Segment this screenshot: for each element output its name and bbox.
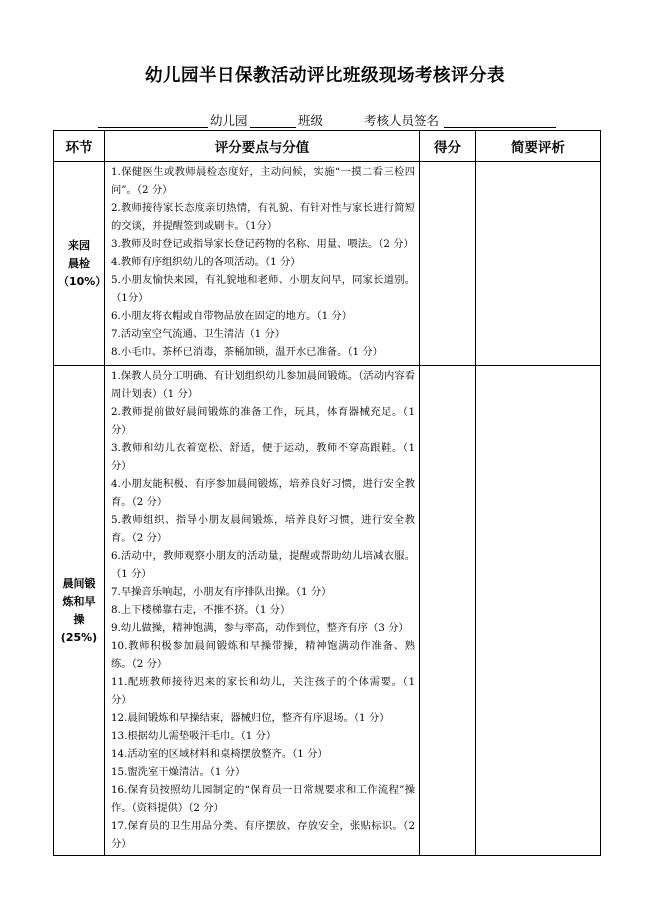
criteria-item: 8.小毛巾、茶杯已消毒，茶桶加锁，温开水已准备。（1 分） xyxy=(111,346,383,358)
score-cell-arrival[interactable] xyxy=(420,162,476,366)
criteria-item: 11.配班教师接待迟来的家长和幼儿，关注孩子的个体需要。（1 分） xyxy=(111,676,415,706)
class-blank[interactable] xyxy=(250,127,296,128)
criteria-item: 3.教师及时登记或指导家长登记药物的名称、用量、喂法。（2 分） xyxy=(111,238,414,250)
criteria-item: 1.保健医生或教师晨检态度好，主动问候，实施“一摸二看三检四问”。（2 分） xyxy=(111,166,415,196)
criteria-item: 2.教师接待家长态度亲切热情，有礼貌、有针对性与家长进行简短的交谈，并提醒签到或刷卡。（1分） xyxy=(111,202,415,232)
criteria-item: 4.小朋友能积极、有序参加晨间锻炼，培养良好习惯，进行安全教育。（2 分） xyxy=(111,478,415,508)
examiner-signature-blank[interactable] xyxy=(444,127,556,128)
comment-cell-arrival[interactable] xyxy=(476,162,601,366)
section-items-arrival xyxy=(105,162,420,366)
comment-cell-morning-exercise[interactable] xyxy=(476,366,601,856)
section-name-line: 晨检 xyxy=(68,256,90,270)
criteria-item: 7.活动室空气流通、卫生清洁（1 分） xyxy=(111,328,286,340)
page-title: 幼儿园半日保教活动评比班级现场考核评分表 xyxy=(145,66,505,86)
criteria-item: 6.小朋友将衣帽或自带物品放在固定的地方。（1 分） xyxy=(111,310,353,322)
criteria-item: 15.盥洗室干燥清洁。（1 分） xyxy=(111,766,246,778)
section-items-morning-exercise xyxy=(105,366,420,856)
section-name-line: 晨间锻 xyxy=(62,576,96,590)
criteria-item: 2.教师提前做好晨间锻炼的准备工作，玩具，体育器械充足。（1 分） xyxy=(111,406,415,436)
criteria-item: 14.活动室的区域材料和桌椅摆放整齐。（1 分） xyxy=(111,748,328,760)
section-name-line: 炼和早 xyxy=(62,594,96,608)
criteria-item: 17.保育员的卫生用品分类、有序摆放、存放安全，张贴标识。（2 分） xyxy=(111,820,415,850)
section-row-morning-exercise xyxy=(54,366,601,856)
signature-line xyxy=(98,111,558,129)
header-comment: 简要评析 xyxy=(476,131,601,162)
section-name-line: 来园 xyxy=(68,238,90,252)
section-name-arrival xyxy=(54,162,105,366)
criteria-item: 8.上下楼梯靠右走，不推不挤。（1 分） xyxy=(111,604,291,616)
criteria-item: 16.保育员按照幼儿园制定的“保育员一日常规要求和工作流程”操作。（资料提供）（2 分） xyxy=(111,784,415,814)
kindergarten-label: 幼儿园 xyxy=(210,113,248,128)
criteria-item: 13.根据幼儿需垫吸汗毛巾。（1 分） xyxy=(111,730,277,742)
criteria-item: 5.小朋友愉快来园，有礼貌地和老师、小朋友问早，同家长道别。（1分） xyxy=(111,274,415,304)
kindergarten-blank[interactable] xyxy=(98,127,208,128)
section-name-line: 操(25%) xyxy=(60,612,98,644)
criteria-item: 1.保教人员分工明确、有计划组织幼儿参加晨间锻炼。（活动内容看周计划表）（1 分） xyxy=(111,370,415,400)
header-criteria: 评分要点与分值 xyxy=(105,131,420,162)
section-name-line: （10%） xyxy=(58,274,107,288)
class-label: 班级 xyxy=(298,113,324,128)
section-name-morning-exercise xyxy=(54,366,105,856)
criteria-item: 10.教师积极参加晨间锻炼和早操带操，精神饱满动作准备、熟练。（2 分） xyxy=(111,640,415,670)
criteria-item: 12.晨间锻炼和早操结束，器械归位，整齐有序退场。（1 分） xyxy=(111,712,390,724)
criteria-item: 6.活动中，教师观察小朋友的活动量，提醒或帮助幼儿培减衣服。（1 分） xyxy=(111,550,415,580)
score-cell-morning-exercise[interactable] xyxy=(420,366,476,856)
examiner-label: 考核人员签名 xyxy=(364,113,440,128)
criteria-item: 5.教师组织、指导小朋友晨间锻炼，培养良好习惯，进行安全教育。（2 分） xyxy=(111,514,415,544)
section-row-arrival xyxy=(54,162,601,366)
criteria-item: 4.教师有序组织幼儿的各项活动。（1 分） xyxy=(111,256,301,268)
criteria-item: 7.早操音乐响起，小朋友有序排队出操。（1 分） xyxy=(111,586,332,598)
score-table xyxy=(53,130,601,856)
criteria-item: 9.幼儿做操，精神饱满，参与率高，动作到位，整齐有序（3 分） xyxy=(111,622,409,634)
criteria-item: 3.教师和幼儿衣着宽松、舒适，便于运动，教师不穿高跟鞋。（1 分） xyxy=(111,442,415,472)
header-score: 得分 xyxy=(420,131,476,162)
header-stage: 环节 xyxy=(54,131,105,162)
table-header-row xyxy=(54,131,601,162)
